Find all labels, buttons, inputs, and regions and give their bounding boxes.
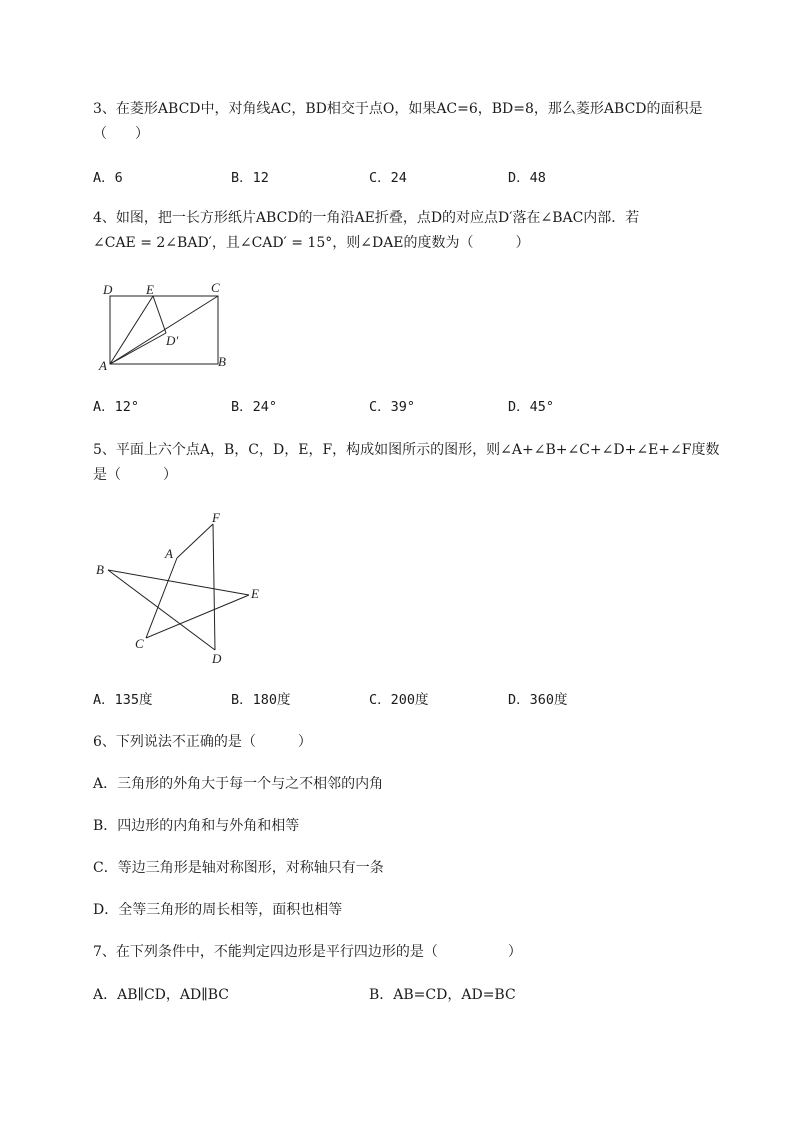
label-d: D bbox=[212, 651, 222, 666]
segment-fd bbox=[213, 524, 215, 650]
q5-option-b: B．180度 bbox=[231, 692, 291, 708]
q7-option-b: B．AB=CD，AD=BC bbox=[369, 987, 516, 1003]
label-f: F bbox=[212, 510, 220, 525]
q5-option-a: A．135度 bbox=[93, 692, 153, 708]
label-e: E bbox=[146, 282, 154, 297]
q3-option-d: D．48 bbox=[508, 170, 546, 186]
label-d: D bbox=[103, 282, 113, 297]
q7-stem: 7、在下列条件中，不能判定四边形是平行四边形的是（ ） bbox=[93, 944, 522, 960]
q6-option-a: A．三角形的外角大于每一个与之不相邻的内角 bbox=[93, 776, 384, 792]
q5-stem-line1: 5、平面上六个点A，B，C，D，E，F，构成如图所示的图形，则∠A+∠B+∠C+∠D+∠E+∠F度数 bbox=[93, 442, 720, 458]
q3-option-a: A．6 bbox=[93, 170, 123, 186]
q6-option-b: B．四边形的内角和与外角和相等 bbox=[93, 818, 300, 834]
label-e: E bbox=[251, 586, 259, 601]
q4-figure-folded-rectangle bbox=[95, 278, 245, 378]
fold-line-ae bbox=[110, 296, 153, 364]
q6-option-c: C．等边三角形是轴对称图形，对称轴只有一条 bbox=[93, 860, 384, 876]
segment-eb bbox=[108, 570, 249, 595]
q4-option-c: C．39° bbox=[369, 399, 416, 415]
label-b: B bbox=[96, 562, 104, 577]
q4-stem-line1: 4、如图，把一长方形纸片ABCD的一角沿AE折叠，点D的对应点D′落在∠BAC内部．若 bbox=[93, 210, 640, 226]
q6-option-d: D．全等三角形的周长相等，面积也相等 bbox=[93, 902, 343, 918]
q3-stem-line2: （ ） bbox=[93, 126, 149, 142]
q5-option-d: D．360度 bbox=[508, 692, 568, 708]
q5-figure-six-point-star bbox=[92, 508, 272, 668]
segment-bd bbox=[108, 570, 215, 650]
q5-option-c: C．200度 bbox=[369, 692, 429, 708]
q3-option-c: C．24 bbox=[369, 170, 407, 186]
segment-ed-prime bbox=[153, 296, 166, 333]
label-c: C bbox=[135, 636, 144, 651]
segment-ac bbox=[146, 558, 177, 638]
label-a: A bbox=[99, 358, 107, 373]
segment-ad-prime bbox=[110, 333, 166, 364]
diagonal-ac bbox=[110, 296, 218, 364]
q7-option-a: A．AB∥CD，AD∥BC bbox=[93, 987, 229, 1003]
q4-option-a: A．12° bbox=[93, 399, 140, 415]
label-d-prime: D′ bbox=[166, 333, 179, 348]
q4-option-b: B．24° bbox=[231, 399, 278, 415]
label-b: B bbox=[218, 354, 226, 369]
q4-option-d: D．45° bbox=[508, 399, 555, 415]
label-a: A bbox=[165, 546, 173, 561]
q3-stem-line1: 3、在菱形ABCD中，对角线AC，BD相交于点O，如果AC=6，BD=8，那么菱形ABCD的面积是 bbox=[93, 101, 703, 117]
label-c: C bbox=[211, 280, 220, 295]
q4-stem-line2: ∠CAE = 2∠BAD′，且∠CAD′ = 15°，则∠DAE的度数为（ ） bbox=[93, 235, 530, 251]
segment-fa bbox=[177, 524, 213, 558]
segment-ce bbox=[146, 595, 249, 638]
q3-option-b: B．12 bbox=[231, 170, 269, 186]
q6-stem: 6、下列说法不正确的是（ ） bbox=[93, 734, 312, 750]
q5-stem-line2: 是（ ） bbox=[93, 467, 177, 483]
